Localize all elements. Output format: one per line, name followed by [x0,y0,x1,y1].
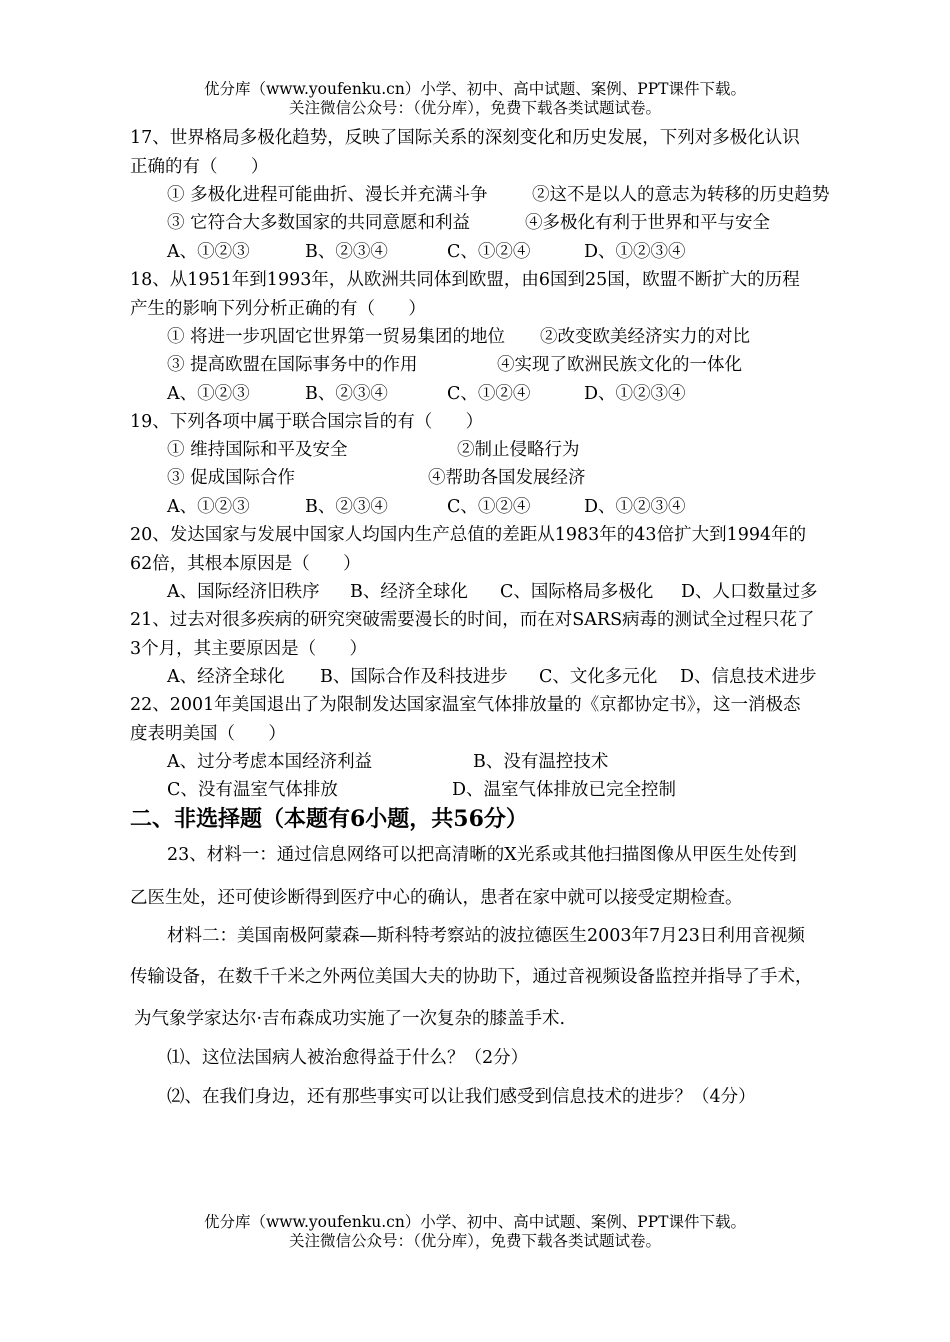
q18-stem-line2: 产生的影响下列分析正确的有（ ） [130,299,426,319]
q18-statement-3: ③ 提高欧盟在国际事务中的作用 [167,355,418,375]
q17-statement-1: ① 多极化进程可能曲折、漫长并充满斗争 [167,185,488,205]
q18-stem-line1: 18、从1951年到1993年，从欧洲共同体到欧盟，由6国到25国，欧盟不断扩大的历程 [130,270,800,290]
q17-statement-2: ②这不是以人的意志为转移的历史趋势 [532,185,830,205]
q22-option-a: A、过分考虑本国经济利益 [167,752,373,772]
q21-option-b: B、国际合作及科技进步 [320,667,508,687]
q17-option-a: A、①②③ [167,242,250,262]
page-footer-line2: 关注微信公众号：（优分库），免费下载各类试题试卷。 [288,1232,661,1250]
q17-option-b: B、②③④ [305,242,388,262]
q17-statement-3: ③ 它符合大多数国家的共同意愿和利益 [167,213,471,233]
q21-option-d: D、信息技术进步 [680,667,817,687]
q23-subquestion-2: ⑵、在我们身边，还有那些事实可以让我们感受到信息技术的进步？（4分） [167,1087,756,1107]
q20-option-c: C、国际格局多极化 [500,582,654,602]
page-header-line1: 优分库（www.youfenku.cn）小学、初中、高中试题、案例、PPT课件下载。 [203,80,747,98]
q17-option-c: C、①②④ [447,242,531,262]
q21-stem-line2: 3个月，其主要原因是（ ） [130,639,368,659]
q20-option-b: B、经济全球化 [350,582,468,602]
q18-statement-4: ④实现了欧洲民族文化的一体化 [497,355,742,375]
q19-option-d: D、①②③④ [584,497,686,517]
q21-option-c: C、文化多元化 [539,667,658,687]
q23-material2-line3: 为气象学家达尔·吉布森成功实施了一次复杂的膝盖手术. [134,1009,566,1029]
q19-option-b: B、②③④ [305,497,388,517]
q22-option-d: D、温室气体排放已完全控制 [452,780,677,800]
q19-statement-1: ① 维持国际和平及安全 [167,440,348,460]
q22-stem-line1: 22、2001年美国退出了为限制发达国家温室气体排放量的《京都协定书》，这一消极态 [130,695,801,715]
q18-option-d: D、①②③④ [584,384,686,404]
page-footer-line1: 优分库（www.youfenku.cn）小学、初中、高中试题、案例、PPT课件下载。 [203,1213,747,1231]
q20-option-a: A、国际经济旧秩序 [167,582,320,602]
q19-stem-line1: 19、下列各项中属于联合国宗旨的有（ ） [130,412,484,432]
page-header-line2: 关注微信公众号：（优分库），免费下载各类试题试卷。 [288,99,661,117]
q22-stem-line2: 度表明美国（ ） [130,724,286,744]
q21-stem-line1: 21、过去对很多疾病的研究突破需要漫长的时间，而在对SARS病毒的测试全过程只花了 [130,610,815,630]
q19-option-a: A、①②③ [167,497,250,517]
q19-statement-3: ③ 促成国际合作 [167,468,296,488]
q19-statement-4: ④帮助各国发展经济 [428,468,586,488]
q18-option-a: A、①②③ [167,384,250,404]
q22-option-b: B、没有温控技术 [473,752,609,772]
q23-material1-line2: 乙医生处，还可使诊断得到医疗中心的确认，患者在家中就可以接受定期检查。 [130,888,743,908]
q21-option-a: A、经济全球化 [167,667,285,687]
q20-option-d: D、人口数量过多 [681,582,818,602]
q23-material2-line2: 传输设备，在数千千米之外两位美国大夫的协助下，通过音视频设备监控并指导了手术， [130,967,813,987]
q18-option-c: C、①②④ [447,384,531,404]
q22-option-c: C、没有温室气体排放 [167,780,338,800]
q19-statement-2: ②制止侵略行为 [457,440,580,460]
q20-stem-line2: 62倍，其根本原因是（ ） [130,554,361,574]
q17-option-d: D、①②③④ [584,242,686,262]
q23-material2-line1: 材料二：美国南极阿蒙森—斯科特考察站的波拉德医生2003年7月23日利用音视频 [167,926,805,946]
q17-stem-line2: 正确的有（ ） [130,157,269,177]
q20-stem-line1: 20、发达国家与发展中国家人均国内生产总值的差距从1983年的43倍扩大到1994年的 [130,525,807,545]
q18-statement-2: ②改变欧美经济实力的对比 [540,327,750,347]
q17-statement-4: ④多极化有利于世界和平与安全 [525,213,770,233]
q19-option-c: C、①②④ [447,497,531,517]
q18-statement-1: ① 将进一步巩固它世界第一贸易集团的地位 [167,327,506,347]
q23-subquestion-1: ⑴、这位法国病人被治愈得益于什么？（2分） [167,1048,529,1068]
q17-stem-line1: 17、世界格局多极化趋势，反映了国际关系的深刻变化和历史发展，下列对多极化认识 [130,128,800,148]
q18-option-b: B、②③④ [305,384,388,404]
q23-material1-line1: 23、材料一：通过信息网络可以把高清晰的X光系或其他扫描图像从甲医生处传到 [167,845,797,865]
section-2-title: 二、非选择题（本题有6小题，共56分） [130,806,528,832]
